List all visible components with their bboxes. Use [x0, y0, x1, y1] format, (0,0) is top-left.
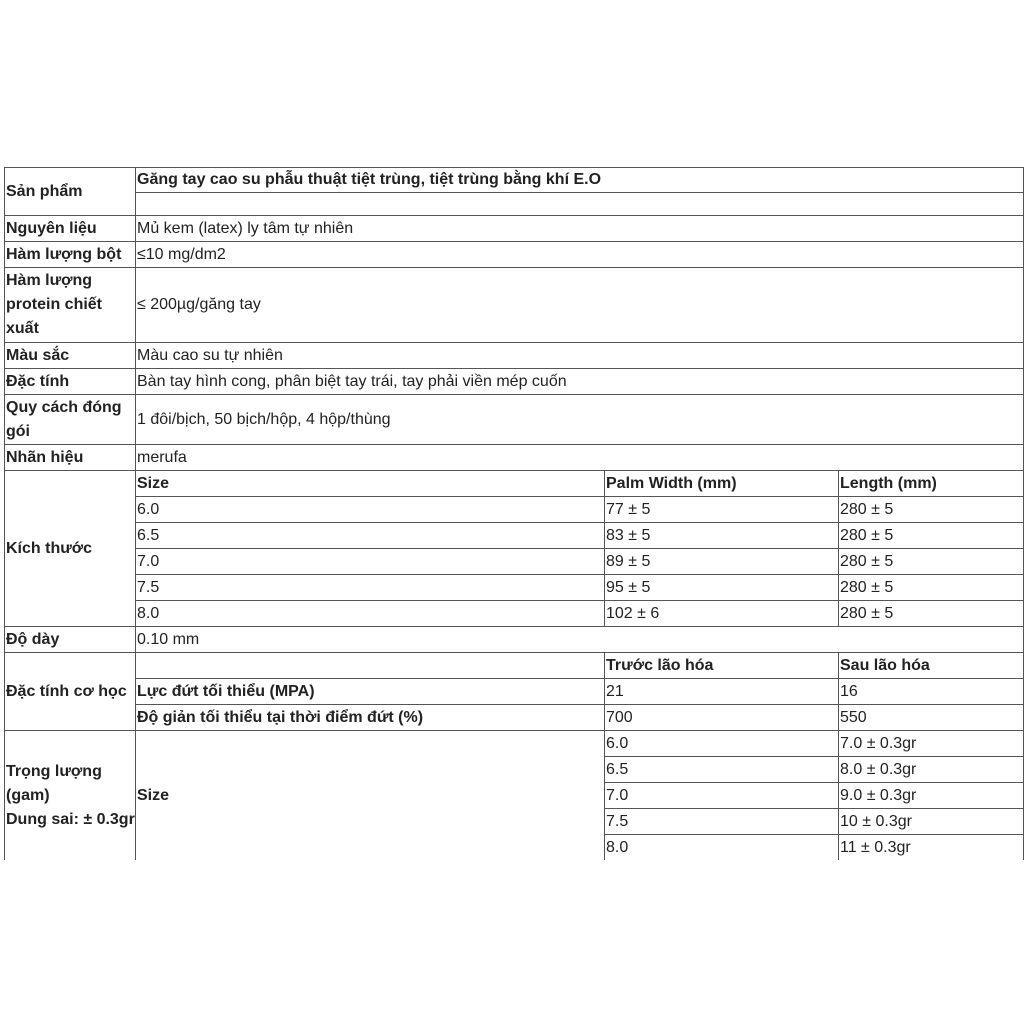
feature-value: Bàn tay hình cong, phân biệt tay trái, tay phải viền mép cuốn: [136, 369, 1024, 395]
dim-palm: 95 ± 5: [605, 575, 839, 601]
weight-size-label: Size: [136, 731, 605, 861]
color-label: Màu sắc: [5, 343, 136, 369]
spec-table: [4, 167, 1024, 860]
dim-header-palm: Palm Width (mm): [605, 471, 839, 497]
weight-size: 8.0: [605, 835, 839, 861]
mech-header-row: [5, 653, 1024, 679]
weight-size: 7.0: [605, 783, 839, 809]
product-label: Sản phẩm: [5, 168, 136, 216]
material-label: Nguyên liệu: [5, 216, 136, 242]
dim-length: 280 ± 5: [839, 497, 1024, 523]
mech-after: 550: [839, 705, 1024, 731]
dim-header-row: [5, 471, 1024, 497]
packing-label: Quy cách đóng gói: [5, 395, 136, 445]
dim-size: 7.5: [136, 575, 605, 601]
weight-size: 6.5: [605, 757, 839, 783]
dim-header-size: Size: [136, 471, 605, 497]
mech-header-after: Sau lão hóa: [839, 653, 1024, 679]
mechanical-label: Đặc tính cơ học: [5, 653, 136, 731]
row-packing: [5, 395, 1024, 445]
weight-size: 6.0: [605, 731, 839, 757]
mech-property: Lực đứt tối thiểu (MPA): [136, 679, 605, 705]
dim-length: 280 ± 5: [839, 575, 1024, 601]
weight-value: 8.0 ± 0.3gr: [839, 757, 1024, 783]
row-protein: [5, 268, 1024, 343]
packing-value: 1 đôi/bịch, 50 bịch/hộp, 4 hộp/thùng: [136, 395, 1024, 445]
row-feature: [5, 369, 1024, 395]
row-color: [5, 343, 1024, 369]
row-brand: [5, 445, 1024, 471]
brand-label: Nhãn hiệu: [5, 445, 136, 471]
dim-size: 7.0: [136, 549, 605, 575]
row-powder: [5, 242, 1024, 268]
mech-property: Độ giản tối thiểu tại thời điểm đứt (%): [136, 705, 605, 731]
dim-size: 6.0: [136, 497, 605, 523]
table-row: [5, 705, 1024, 731]
protein-value: ≤ 200µg/găng tay: [136, 268, 1024, 343]
dim-palm: 77 ± 5: [605, 497, 839, 523]
weight-size: 7.5: [605, 809, 839, 835]
thickness-value: 0.10 mm: [136, 627, 1024, 653]
row-product: [5, 168, 1024, 193]
protein-label: Hàm lượng protein chiết xuất: [5, 268, 136, 343]
feature-label: Đặc tính: [5, 369, 136, 395]
dim-header-length: Length (mm): [839, 471, 1024, 497]
mech-header-before: Trước lão hóa: [605, 653, 839, 679]
dimensions-label: Kích thước: [5, 471, 136, 627]
color-value: Màu cao su tự nhiên: [136, 343, 1024, 369]
mech-after: 16: [839, 679, 1024, 705]
table-row: [5, 523, 1024, 549]
powder-value: ≤10 mg/dm2: [136, 242, 1024, 268]
mech-before: 21: [605, 679, 839, 705]
dim-palm: 102 ± 6: [605, 601, 839, 627]
table-row: [5, 549, 1024, 575]
dim-length: 280 ± 5: [839, 523, 1024, 549]
dim-palm: 83 ± 5: [605, 523, 839, 549]
material-value: Mủ kem (latex) ly tâm tự nhiên: [136, 216, 1024, 242]
dim-palm: 89 ± 5: [605, 549, 839, 575]
product-title: Găng tay cao su phẫu thuật tiệt trùng, tiệt trùng bằng khí E.O: [136, 168, 1024, 193]
weight-value: 9.0 ± 0.3gr: [839, 783, 1024, 809]
thickness-label: Độ dày: [5, 627, 136, 653]
mech-before: 700: [605, 705, 839, 731]
table-row: [5, 601, 1024, 627]
mech-header-blank: [136, 653, 605, 679]
row-material: [5, 216, 1024, 242]
weight-value: 7.0 ± 0.3gr: [839, 731, 1024, 757]
dim-length: 280 ± 5: [839, 601, 1024, 627]
brand-value: merufa: [136, 445, 1024, 471]
powder-label: Hàm lượng bột: [5, 242, 136, 268]
weight-label-tolerance: Dung sai: ± 0.3gr: [6, 810, 135, 828]
dim-size: 8.0: [136, 601, 605, 627]
product-blank-cell: [136, 193, 1024, 216]
table-row: [5, 731, 1024, 757]
dim-length: 280 ± 5: [839, 549, 1024, 575]
table-row: [5, 575, 1024, 601]
dim-size: 6.5: [136, 523, 605, 549]
weight-label: [5, 731, 136, 861]
weight-value: 11 ± 0.3gr: [839, 835, 1024, 861]
row-thickness: [5, 627, 1024, 653]
row-product-blank: [5, 193, 1024, 216]
table-row: [5, 497, 1024, 523]
table-row: [5, 679, 1024, 705]
weight-value: 10 ± 0.3gr: [839, 809, 1024, 835]
weight-label-title: Trọng lượng (gam): [6, 762, 102, 804]
